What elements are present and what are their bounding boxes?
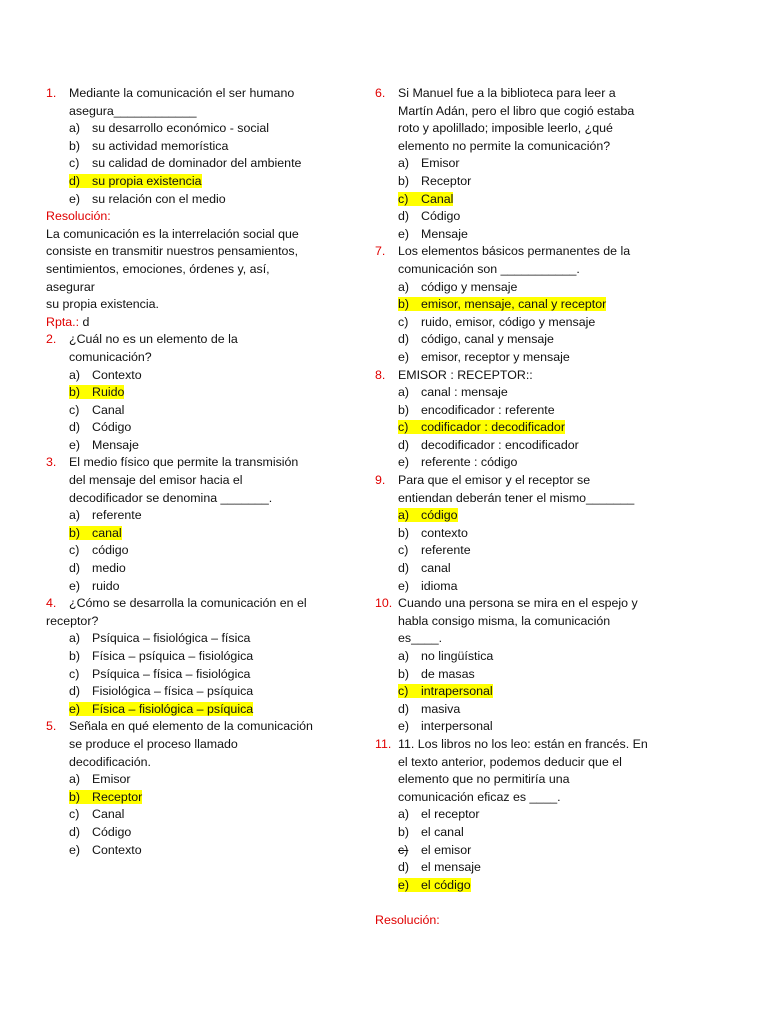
- question-7: [375, 243, 675, 366]
- question-text: receptor?: [46, 613, 99, 628]
- resolution-text: sentimientos, emociones, órdenes y, así,: [46, 261, 270, 276]
- question-3: [46, 454, 346, 595]
- option-d: d) el mensaje: [398, 860, 481, 875]
- question-text: Cuando una persona se mira en el espejo y: [398, 596, 638, 611]
- option-a-correct: a) código: [398, 508, 458, 523]
- answer-label: Rpta.:: [46, 314, 80, 329]
- option-e: e) interpersonal: [398, 719, 493, 734]
- option-a: a) código y mensaje: [398, 279, 518, 294]
- option-c: c) ruido, emisor, código y mensaje: [398, 314, 596, 329]
- option-b: b) el canal: [398, 824, 464, 839]
- option-d: d) Código: [69, 824, 132, 839]
- option-c-correct: c) Canal: [398, 191, 454, 206]
- question-11: [375, 736, 675, 930]
- option-c: c) Canal: [69, 402, 125, 417]
- option-b: b) encodificador : referente: [398, 402, 555, 417]
- option-e: e) idioma: [398, 578, 458, 593]
- option-d: d) canal: [398, 561, 451, 576]
- option-b-correct: b) Receptor: [69, 789, 143, 804]
- question-text: Si Manuel fue a la biblioteca para leer a: [398, 86, 616, 100]
- question-number: 6.: [375, 86, 386, 100]
- question-text: comunicación son ___________.: [398, 261, 580, 276]
- option-c-correct: c) intrapersonal: [398, 684, 493, 699]
- question-10: [375, 595, 675, 736]
- option-b: b) Receptor: [398, 173, 472, 188]
- question-text: es____.: [398, 631, 443, 646]
- question-text: elemento no permite la comunicación?: [398, 138, 611, 153]
- option-a: a) Contexto: [69, 367, 142, 382]
- option-d: d) Código: [69, 420, 132, 435]
- question-text: Los elementos básicos permanentes de la: [398, 244, 631, 259]
- question-number: 2.: [46, 332, 57, 347]
- right-column: [375, 85, 675, 930]
- option-d: d) masiva: [398, 701, 461, 716]
- option-a: a) Psíquica – fisiológica – física: [69, 631, 251, 646]
- option-e: e) Mensaje: [398, 226, 468, 241]
- answer-line: [46, 314, 346, 332]
- option-e: e) su relación con el medio: [69, 191, 226, 206]
- option-d: d) medio: [69, 561, 126, 576]
- question-2: [46, 331, 346, 454]
- option-d: d) decodificador : encodificador: [398, 437, 579, 452]
- question-text: decodificador se denomina _______.: [69, 490, 273, 505]
- option-b: b) su actividad memorística: [69, 138, 229, 153]
- option-e-correct: e) Física – fisiológica – psíquica: [69, 701, 254, 716]
- resolution-text: su propia existencia.: [46, 297, 159, 312]
- question-8: [375, 367, 675, 473]
- option-c: c) Psíquica – física – fisiológica: [69, 666, 251, 681]
- question-number: 1.: [46, 86, 57, 100]
- option-c: c) código: [69, 543, 129, 558]
- question-5: [46, 718, 346, 859]
- option-e: e) ruido: [69, 578, 120, 593]
- question-number: 4.: [46, 596, 57, 611]
- option-e: e) emisor, receptor y mensaje: [398, 349, 570, 364]
- question-number: 10.: [375, 596, 393, 611]
- option-d-correct: d) su propia existencia: [69, 173, 202, 188]
- option-a: a) referente: [69, 508, 142, 523]
- question-text: asegura____________: [69, 103, 197, 118]
- option-a: a) Emisor: [398, 156, 460, 171]
- option-c: c) Canal: [69, 807, 125, 822]
- option-a: a) el receptor: [398, 807, 480, 822]
- question-number: 8.: [375, 367, 386, 382]
- option-a: a) no lingüística: [398, 649, 494, 663]
- question-text: Mediante la comunicación el ser humano: [69, 86, 295, 100]
- question-text: Para que el emisor y el receptor se: [398, 473, 591, 488]
- answer-value: d: [82, 314, 90, 329]
- question-number: 7.: [375, 244, 386, 259]
- question-4: [46, 595, 346, 718]
- question-text: roto y apolillado; imposible leerlo, ¿qué: [398, 121, 613, 136]
- question-9: [375, 472, 675, 595]
- question-1: [46, 85, 346, 331]
- question-text: ¿Cómo se desarrolla la comunicación en el: [69, 596, 307, 611]
- question-text: entiendan deberán tener el mismo_______: [398, 490, 635, 505]
- option-a: a) canal : mensaje: [398, 385, 508, 400]
- question-text: 11. Los libros no los leo: están en francés. En: [398, 736, 648, 751]
- option-a: a) su desarrollo económico - social: [69, 121, 269, 136]
- question-6: [375, 85, 675, 243]
- option-d: d) código, canal y mensaje: [398, 332, 554, 347]
- option-c: c) su calidad de dominador del ambiente: [69, 156, 302, 171]
- option-e: e) referente : código: [398, 455, 518, 470]
- option-d: d) Código: [398, 209, 461, 224]
- question-text: decodificación.: [69, 754, 151, 769]
- resolution-text: La comunicación es la interrelación social que: [46, 226, 299, 241]
- option-c-correct: c) codificador : decodificador: [398, 420, 565, 435]
- resolution-label: Resolución:: [46, 209, 111, 224]
- question-number: 3.: [46, 455, 57, 470]
- option-b-correct: b) canal: [69, 525, 122, 540]
- question-text: comunicación?: [69, 349, 152, 364]
- question-text: EMISOR : RECEPTOR::: [398, 367, 533, 382]
- question-number: 9.: [375, 473, 386, 488]
- option-b: b) de masas: [398, 666, 475, 681]
- left-column: [46, 85, 346, 859]
- question-number: 11.: [375, 736, 392, 751]
- question-text: El medio físico que permite la transmisión: [69, 455, 299, 470]
- question-text: comunicación eficaz es ____.: [398, 789, 561, 804]
- resolution-label: Resolución:: [375, 912, 440, 927]
- question-number: 5.: [46, 719, 57, 734]
- option-e-correct: e) el código: [398, 877, 471, 892]
- option-b: b) contexto: [398, 525, 468, 540]
- question-text: se produce el proceso llamado: [69, 736, 238, 751]
- option-e: e) Contexto: [69, 842, 142, 857]
- option-d: d) Fisiológica – física – psíquica: [69, 684, 254, 699]
- resolution-text: asegurar: [46, 279, 95, 294]
- question-text: ¿Cuál no es un elemento de la: [69, 332, 238, 347]
- option-b: b) Física – psíquica – fisiológica: [69, 649, 254, 663]
- question-text: del mensaje del emisor hacia el: [69, 473, 243, 488]
- question-text: Señala en qué elemento de la comunicación: [69, 719, 313, 734]
- option-b-correct: b) emisor, mensaje, canal y receptor: [398, 297, 607, 312]
- question-text: elemento que no permitiría una: [398, 772, 570, 787]
- option-c-struck: c) el emisor: [398, 842, 472, 857]
- option-b-correct: b) Ruido: [69, 385, 125, 400]
- option-e: e) Mensaje: [69, 437, 139, 452]
- resolution-text: consiste en transmitir nuestros pensamientos,: [46, 244, 299, 259]
- question-text: el texto anterior, podemos deducir que el: [398, 754, 622, 769]
- question-text: Martín Adán, pero el libro que cogió estaba: [398, 103, 635, 118]
- question-text: habla consigo misma, la comunicación: [398, 613, 611, 628]
- option-c: c) referente: [398, 543, 471, 558]
- option-a: a) Emisor: [69, 772, 131, 787]
